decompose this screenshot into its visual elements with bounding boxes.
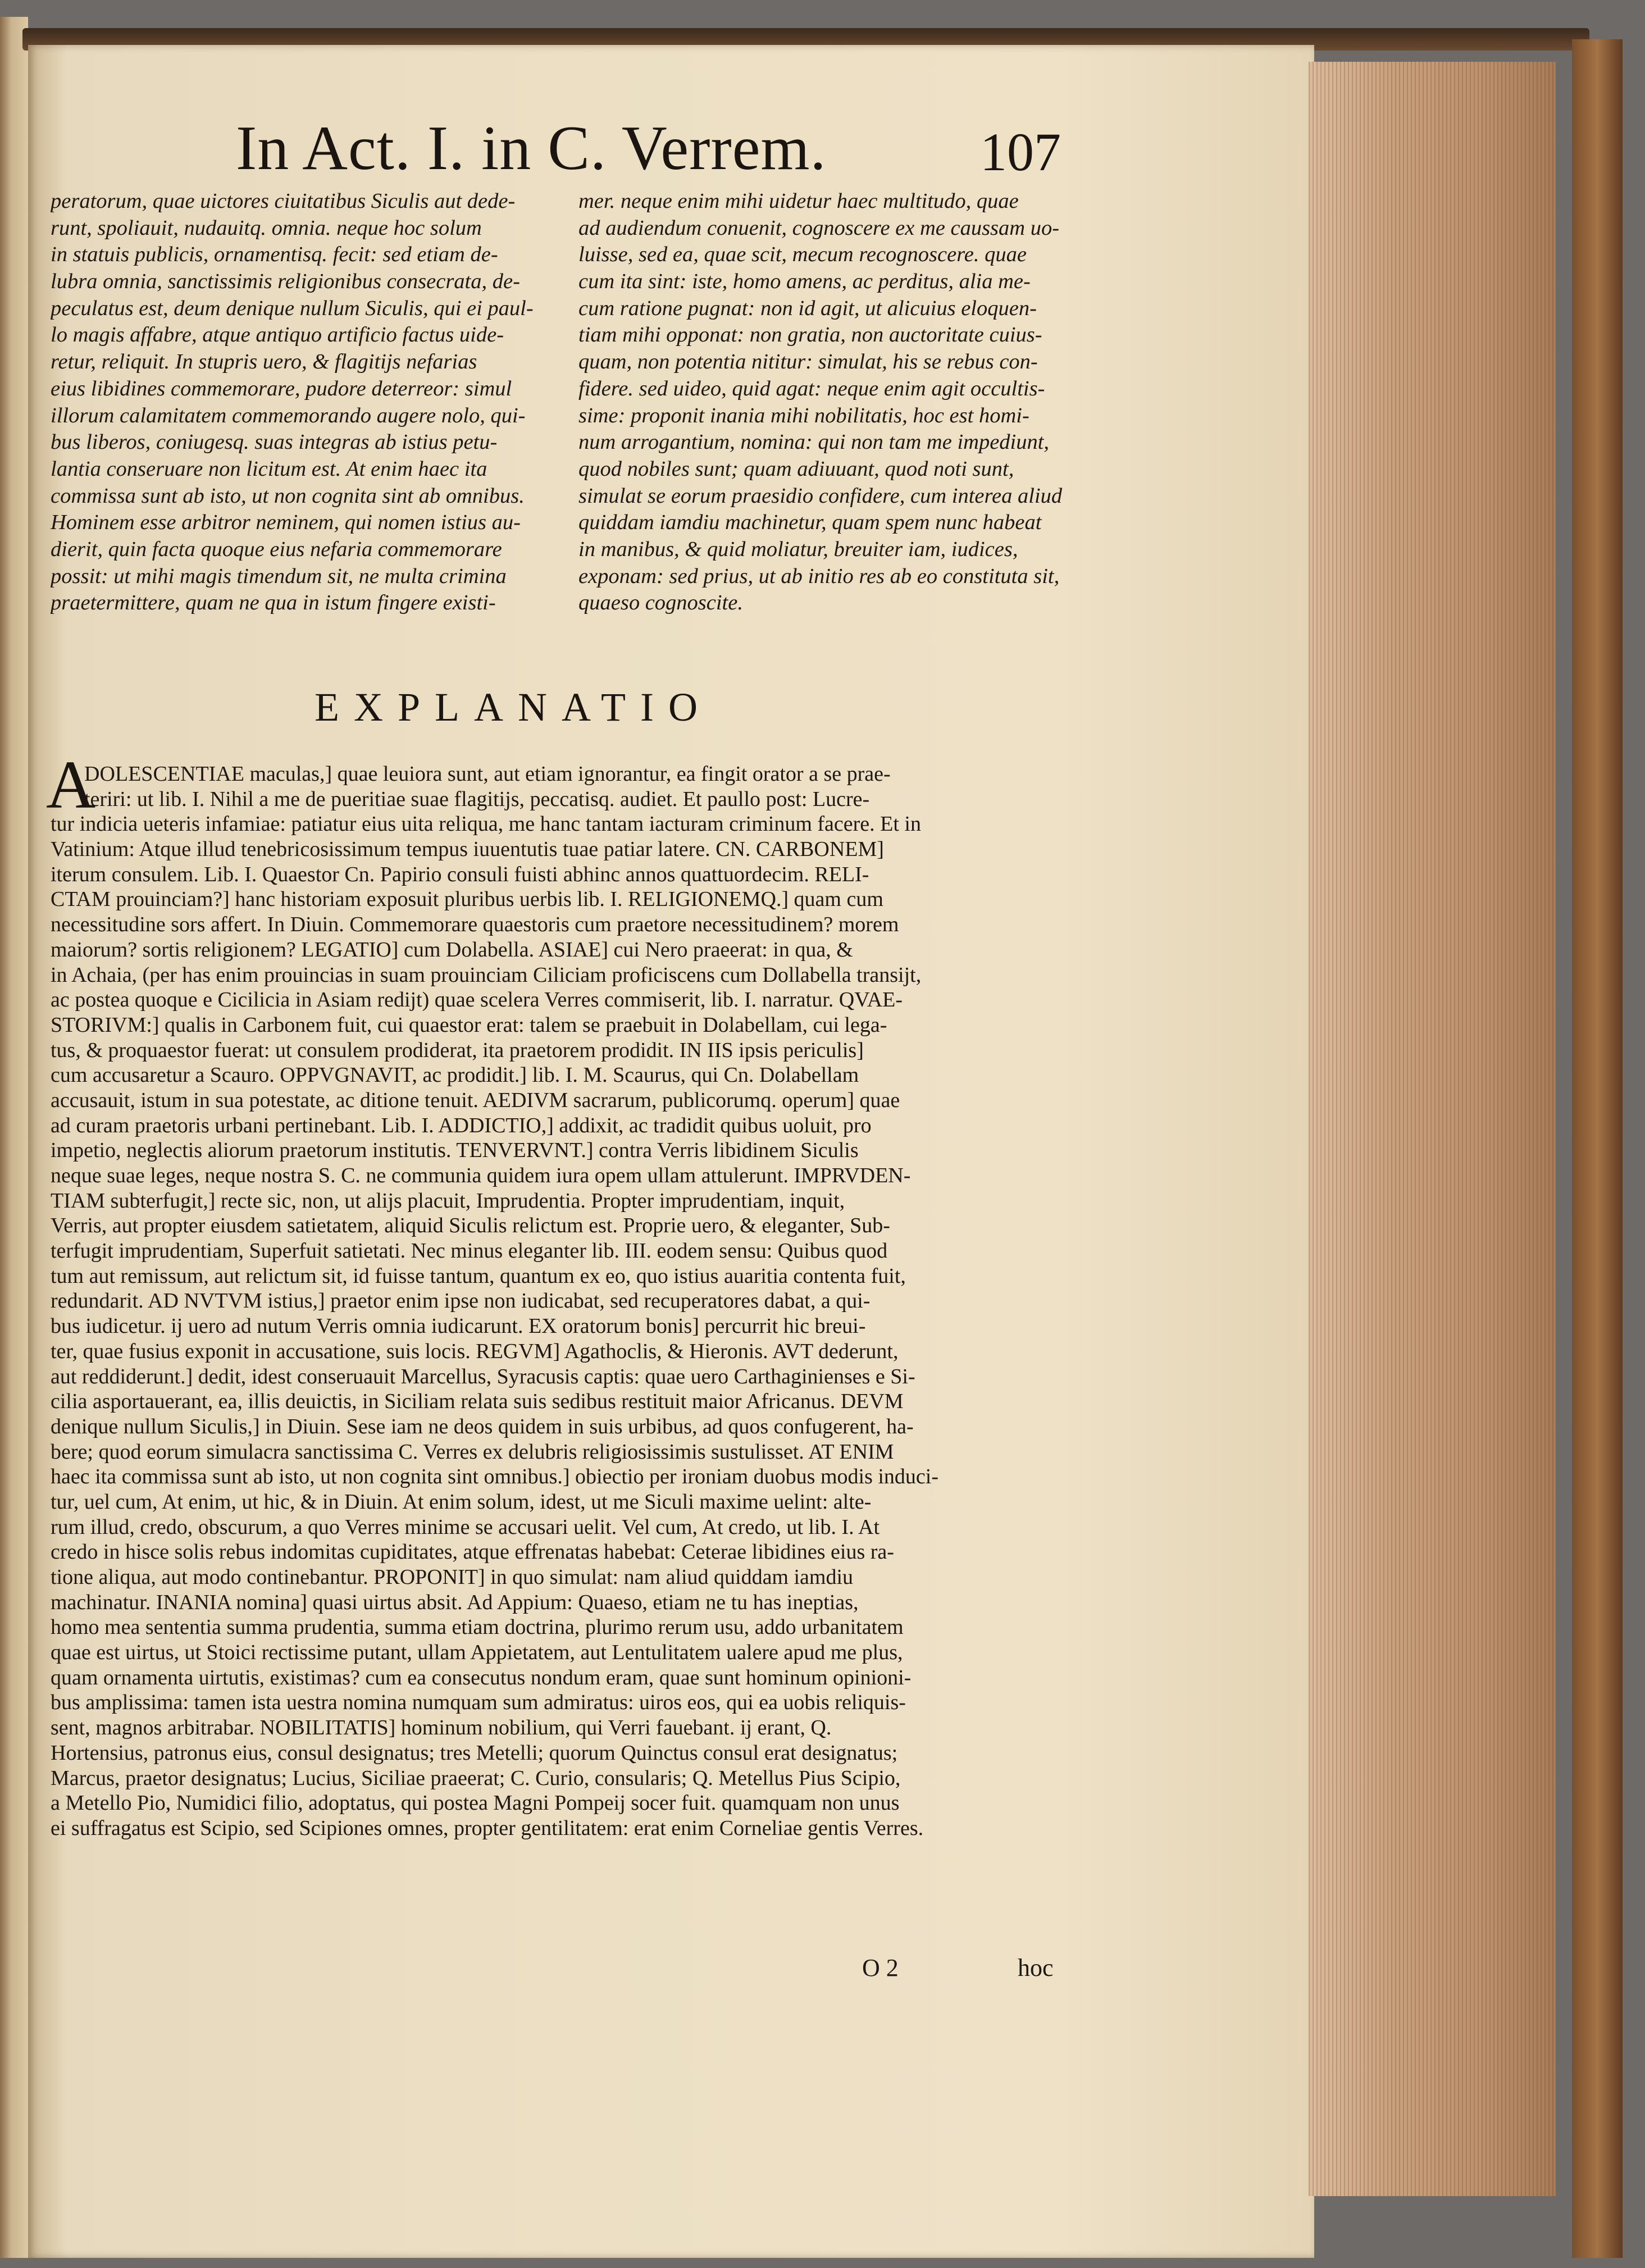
text-line: haec ita commissa sunt ab isto, ut non cognita sint omnibus.] obiectio per ironiam duobus modis induci- — [51, 1465, 938, 1489]
text-line: quam ornamenta uirtutis, existimas? cum ea consecutus nondum eram, quae sunt hominum opinioni- — [51, 1665, 912, 1689]
text-line: lubra omnia, sanctissimis religionibus consecrata, de- — [51, 270, 520, 294]
text-line: quae est uirtus, ut Stoici rectissime putant, ullam Appietatem, aut Lentulitatem ualere apud me plus, — [51, 1641, 903, 1665]
text-line: ter, quae fusius exponit in accusatione, suis locis. REGVM] Agathoclis, & Hieronis. AVT dederunt, — [51, 1339, 899, 1363]
text-line: iterum consulem. Lib. I. Quaestor Cn. Papirio consuli fuisti abhinc annos quattuordecim. RELI- — [51, 862, 869, 886]
text-line: terfugit imprudentiam, Superfuit satietati. Nec minus eleganter lib. III. eodem sensu: Quibus quod — [51, 1239, 888, 1263]
text-line: peratorum, quae uictores ciuitatibus Siculis aut dede- — [51, 189, 516, 213]
text-line: Vatinium: Atque illud tenebricosissimum tempus iuuentutis tuae patiar latere. CN. CARBONEM] — [51, 837, 884, 862]
text-line: homo mea sententia summa prudentia, summa etiam doctrina, plurimo rerum usu, addo urbanitatem — [51, 1615, 904, 1639]
text-line: cilia asportauerant, ea, illis deuictis, in Siciliam relata suis sedibus restituit maior Africanus. DEVM — [51, 1390, 904, 1414]
text-line: in Achaia, (per has enim prouincias in suam prouinciam Ciliciam proficiscens cum Dollabella transijt, — [51, 963, 922, 987]
text-line: sime: proponit inania mihi nobilitatis, hoc est homi- — [578, 403, 1029, 427]
catchword: hoc — [1018, 1954, 1054, 1982]
text-line: retur, reliquit. In stupris uero, & flagitijs nefarias — [51, 350, 477, 374]
text-line: CTAM prouinciam?] hanc historiam exposuit pluribus uerbis lib. I. RELIGIONEMQ.] quam cum — [51, 887, 883, 912]
text-line: quiddam iamdiu machinetur, quam spem nunc habeat — [578, 511, 1042, 535]
text-line: Hortensius, patronus eius, consul designatus; tres Metelli; quorum Quinctus consul erat designatus; — [51, 1741, 898, 1765]
left-column — [51, 188, 534, 617]
text-line: DOLESCENTIAE maculas,] quae leuiora sunt, aut etiam ignorantur, ea fingit orator a se prae- — [84, 762, 891, 786]
signature-mark: O 2 — [862, 1954, 899, 1982]
text-line: bus iudicetur. ij uero ad nutum Verris omnia iudicarunt. EX oratorum bonis] percurrit hic breui- — [51, 1314, 866, 1338]
text-line: num arrogantium, nomina: qui non tam me impediunt, — [578, 430, 1050, 454]
text-line: Verris, aut propter eiusdem satietatem, aliquid Siculis relictum est. Proprie uero, & eleganter, Sub- — [51, 1214, 890, 1238]
text-line: in manibus, & quid moliatur, breuiter iam, iudices, — [578, 537, 1018, 561]
text-line: cum accusaretur a Scauro. OPPVGNAVIT, ac prodidit.] lib. I. M. Scaurus, qui Cn. Dolabellam — [51, 1063, 859, 1087]
text-line: bus liberos, coniugesq. suas integras ab istius petu- — [51, 430, 498, 454]
text-line: accusauit, istum in sua potestate, ac ditione tenuit. AEDIVM sacrarum, publicorumq. operum] quae — [51, 1088, 900, 1112]
text-line: lantia conseruare non licitum est. At enim haec ita — [51, 457, 487, 481]
text-line: quod nobiles sunt; quam adiuuant, quod noti sunt, — [578, 457, 1014, 481]
right-column — [578, 188, 1112, 617]
text-line: luisse, sed ea, quae scit, mecum recognoscere. quae — [578, 243, 1027, 267]
drop-cap: A — [46, 747, 96, 823]
text-line: tione aliqua, aut modo continebantur. PROPONIT] in quo simulat: nam aliud quiddam iamdiu — [51, 1565, 854, 1589]
text-line: in statuis publicis, ornamentisq. fecit: sed etiam de- — [51, 243, 498, 267]
text-line: machinatur. INANIA nomina] quasi uirtus absit. Ad Appium: Quaeso, etiam ne tu has ineptias, — [51, 1590, 859, 1614]
text-line: possit: ut mihi magis timendum sit, ne multa crimina — [51, 564, 507, 588]
text-line: cum ita sint: iste, homo amens, ac perditus, alia me- — [578, 270, 1031, 294]
text-line: tum aut remissum, aut relictum sit, id fuisse tantum, quantum ex eo, quo istius auaritia contenta fuit, — [51, 1264, 906, 1288]
text-line: ad curam praetoris urbani pertinebant. Lib. I. ADDICTIO,] addixit, ac tradidit quibus uoluit, pro — [51, 1113, 872, 1137]
text-line: quaeso cognoscite. — [578, 591, 743, 615]
text-line: necessitudine sors affert. In Diuin. Commemorare quaestoris cum praetore necessitudinem? morem — [51, 913, 899, 937]
text-line: maiorum? sortis religionem? LEGATIO] cum Dolabella. ASIAE] cui Nero praeerat: in qua, & — [51, 937, 853, 962]
text-line: simulat se eorum praesidio confidere, cum interea aliud — [578, 484, 1063, 508]
text-line: cum ratione pugnat: non id agit, ut alicuius eloquen- — [578, 296, 1037, 320]
text-line: fidere. sed uideo, quid agat: neque enim agit occultis- — [578, 376, 1045, 400]
text-line: praetermittere, quam ne qua in istum fingere existi- — [51, 591, 496, 615]
text-line: sent, magnos arbitrabar. NOBILITATIS] hominum nobilium, qui Verri fauebant. ij erant, Q. — [51, 1716, 832, 1740]
text-line: commissa sunt ab isto, ut non cognita sint ab omnibus. — [51, 484, 525, 508]
binding-gutter — [0, 17, 28, 2258]
text-line: STORIVM:] qualis in Carbonem fuit, cui quaestor erat: talem se praebuit in Dolabellam, cui lega- — [51, 1013, 887, 1037]
text-line: peculatus est, deum denique nullum Siculis, qui ei paul- — [51, 296, 534, 320]
running-head: In Act. I. in C. Verrem. — [236, 113, 827, 183]
text-line: ac postea quoque e Cicilicia in Asiam redijt) quae scelera Verres commiserit, lib. I. narratur. QVAE- — [51, 988, 903, 1012]
text-line: a Metello Pio, Numidici filio, adoptatus, qui postea Magni Pompeij socer fuit. quamquam non unus — [51, 1791, 900, 1815]
text-line: ei suffragatus est Scipio, sed Scipiones omnes, propter gentilitatem: erat enim Corneliae gentis Verres. — [51, 1816, 924, 1840]
text-line: eius libidines commemorare, pudore deterreor: simul — [51, 376, 512, 400]
text-line: tiam mihi opponat: non gratia, non auctoritate cuius- — [578, 323, 1042, 347]
text-line: exponam: sed prius, ut ab initio res ab eo constituta sit, — [578, 564, 1060, 588]
commentary-body — [51, 762, 1112, 1841]
text-line: lo magis affabre, atque antiquo artificio factus uide- — [51, 323, 504, 347]
text-line: teriri: ut lib. I. Nihil a me de pueritiae suae flagitijs, peccatisq. audiet. Et paullo post: Lucre- — [84, 787, 870, 811]
page-number: 107 — [980, 122, 1061, 182]
text-line: impetio, neglectis aliorum praetorum institutis. TENVERVNT.] contra Verris libidinem Siculis — [51, 1138, 859, 1163]
text-line: credo in hisce solis rebus indomitas cupiditates, atque effrenatas habebat: Ceterae libidines eius ra- — [51, 1540, 894, 1564]
text-line: TIAM subterfugit,] recte sic, non, ut alijs placuit, Imprudentia. Propter imprudentiam, inquit, — [51, 1188, 845, 1213]
text-line: denique nullum Siculis,] in Diuin. Sese iam ne deos quidem in suis urbibus, ad quos confugerent, ha- — [51, 1414, 914, 1438]
book-cover-right — [1572, 39, 1623, 2258]
text-line: rum illud, credo, obscurum, a quo Verres minime se accusari uelit. Vel cum, At credo, ut lib. I. At — [51, 1515, 880, 1539]
text-line: tur, uel cum, At enim, ut hic, & in Diuin. At enim solum, idest, ut me Siculi maxime uelint: alte- — [51, 1490, 872, 1514]
text-line: bus amplissima: tamen ista uestra nomina numquam sum admiratus: uiros eos, qui ea uobis reliquis- — [51, 1691, 906, 1715]
page-fore-edge — [1309, 62, 1556, 2196]
text-line: tur indicia ueteris infamiae: patiatur eius uita reliqua, me hanc tantam iacturam criminum facere. Et in — [51, 812, 921, 836]
text-line: bere; quod eorum simulacra sanctissima C. Verres ex delubris religiosissimis sustulisset. AT ENIM — [51, 1440, 894, 1464]
text-line: ad audiendum conuenit, cognoscere ex me caussam uo- — [578, 216, 1060, 240]
text-line: quam, non potentia nititur: simulat, his se rebus con- — [578, 350, 1038, 374]
text-line: neque suae leges, neque nostra S. C. ne communia quidem iura opem ullam attulerunt. IMPRVDEN- — [51, 1164, 911, 1187]
text-line: illorum calamitatem commemorando augere nolo, qui- — [51, 403, 526, 427]
section-heading: EXPLANATIO — [315, 685, 712, 730]
text-line: aut reddiderunt.] dedit, idest conseruauit Marcellus, Syracusis captis: quae uero Carthaginienses e Si- — [51, 1364, 915, 1388]
text-line: Marcus, praetor designatus; Lucius, Siciliae praeerat; C. Curio, consularis; Q. Metellus Pius Scipio, — [51, 1766, 901, 1790]
text-line: dierit, quin facta quoque eius nefaria commemorare — [51, 537, 502, 561]
text-line: Hominem esse arbitror neminem, qui nomen istius au- — [51, 511, 521, 535]
text-line: mer. neque enim mihi uidetur haec multitudo, quae — [578, 189, 1019, 213]
text-line: tus, & proquaestor fuerat: ut consulem prodiderat, ita praetorem prodidit. IN IIS ipsis periculis] — [51, 1038, 864, 1062]
text-line: redundarit. AD NVTVM istius,] praetor enim ipse non iudicabat, sed recuperatores dabat, a qui- — [51, 1289, 871, 1313]
text-line: runt, spoliauit, nudauitq. omnia. neque hoc solum — [51, 216, 482, 240]
